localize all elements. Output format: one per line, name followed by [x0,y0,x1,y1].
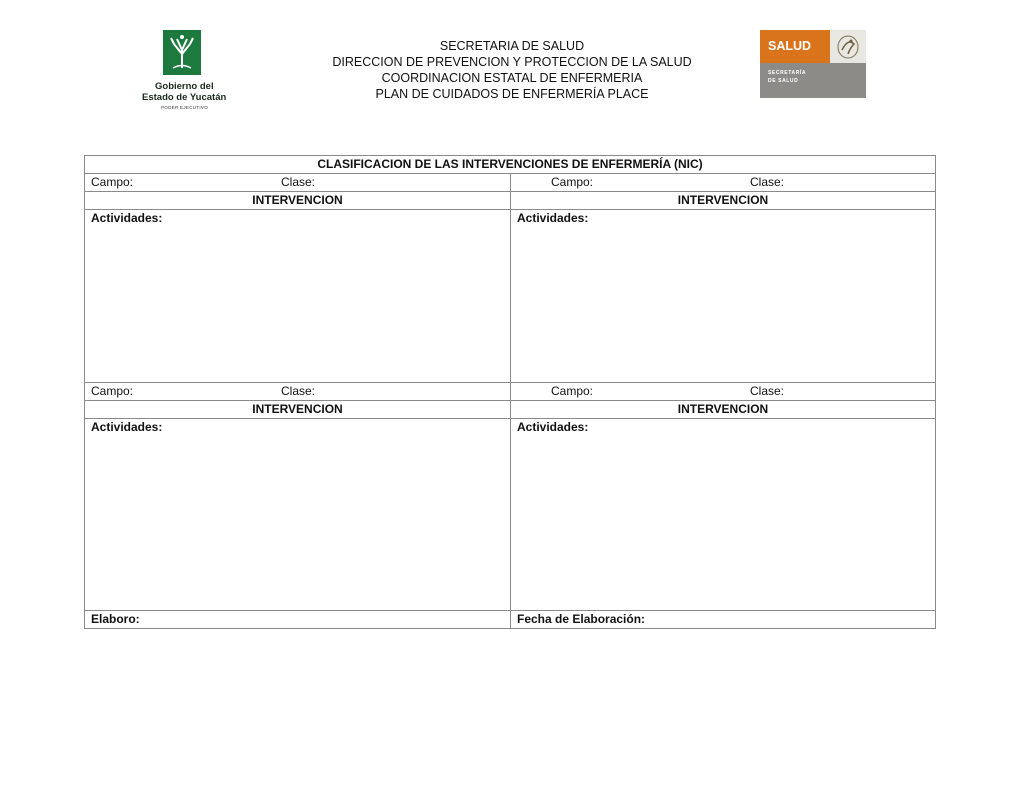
campo-label: Campo: [551,384,594,398]
elaboro-cell[interactable] [85,611,511,629]
actividades-label: Actividades: [91,420,163,434]
table-title-row [85,156,936,174]
fecha-label: Fecha de Elaboración: [517,612,646,626]
secretaria-text-1: SECRETARÍA [768,70,807,76]
campo-label: Campo: [91,384,134,398]
intervencion-row [85,192,936,210]
document-header [320,38,704,102]
campo-clase-row [85,174,936,192]
intervencion-header: INTERVENCION [511,192,936,210]
salud-brand: SALUD [760,30,830,63]
intervencion-row [85,401,936,419]
actividades-row [85,419,936,611]
actividades-cell[interactable] [85,419,511,611]
gobierno-yucatan-logo [138,30,250,110]
header-line-2: DIRECCION DE PREVENCION Y PROTECCION DE LA SALUD [332,55,692,69]
logo-text-line3: PODER EJECUTIVO [161,105,209,110]
actividades-cell[interactable] [85,210,511,383]
actividades-label: Actividades: [517,420,589,434]
clase-label: Clase: [281,384,316,398]
mexico-shield-icon [830,30,866,63]
clase-label: Clase: [281,175,316,189]
actividades-label: Actividades: [91,211,163,225]
intervencion-header: INTERVENCION [85,401,511,419]
footer-row [85,611,936,629]
table-title: CLASIFICACION DE LAS INTERVENCIONES DE ENFERMERÍA (NIC) [85,156,936,174]
tree-emblem-icon [163,30,201,75]
campo-clase-cell-left[interactable] [85,383,511,401]
actividades-label: Actividades: [517,211,589,225]
salud-logo [760,30,866,98]
logo-text-line1: Gobierno del [155,81,214,92]
secretaria-text-2: DE SALUD [768,78,799,84]
clase-label: Clase: [750,384,785,398]
campo-clase-cell-right[interactable] [511,174,936,192]
actividades-row [85,210,936,383]
actividades-cell[interactable] [511,419,936,611]
logo-text-line2: Estado de Yucatán [142,92,227,103]
header-line-4: PLAN DE CUIDADOS DE ENFERMERÍA PLACE [375,87,649,101]
intervencion-header: INTERVENCION [85,192,511,210]
campo-label: Campo: [91,175,134,189]
campo-clase-cell-right[interactable] [511,383,936,401]
header-line-3: COORDINACION ESTATAL DE ENFERMERIA [381,71,643,85]
intervencion-header: INTERVENCION [511,401,936,419]
campo-clase-row [85,383,936,401]
header-line-1: SECRETARIA DE SALUD [439,39,585,53]
campo-label: Campo: [551,175,594,189]
nic-form-table [84,155,936,629]
elaboro-label: Elaboro: [91,612,140,626]
campo-clase-cell-left[interactable] [85,174,511,192]
fecha-cell[interactable] [511,611,936,629]
actividades-cell[interactable] [511,210,936,383]
clase-label: Clase: [750,175,785,189]
